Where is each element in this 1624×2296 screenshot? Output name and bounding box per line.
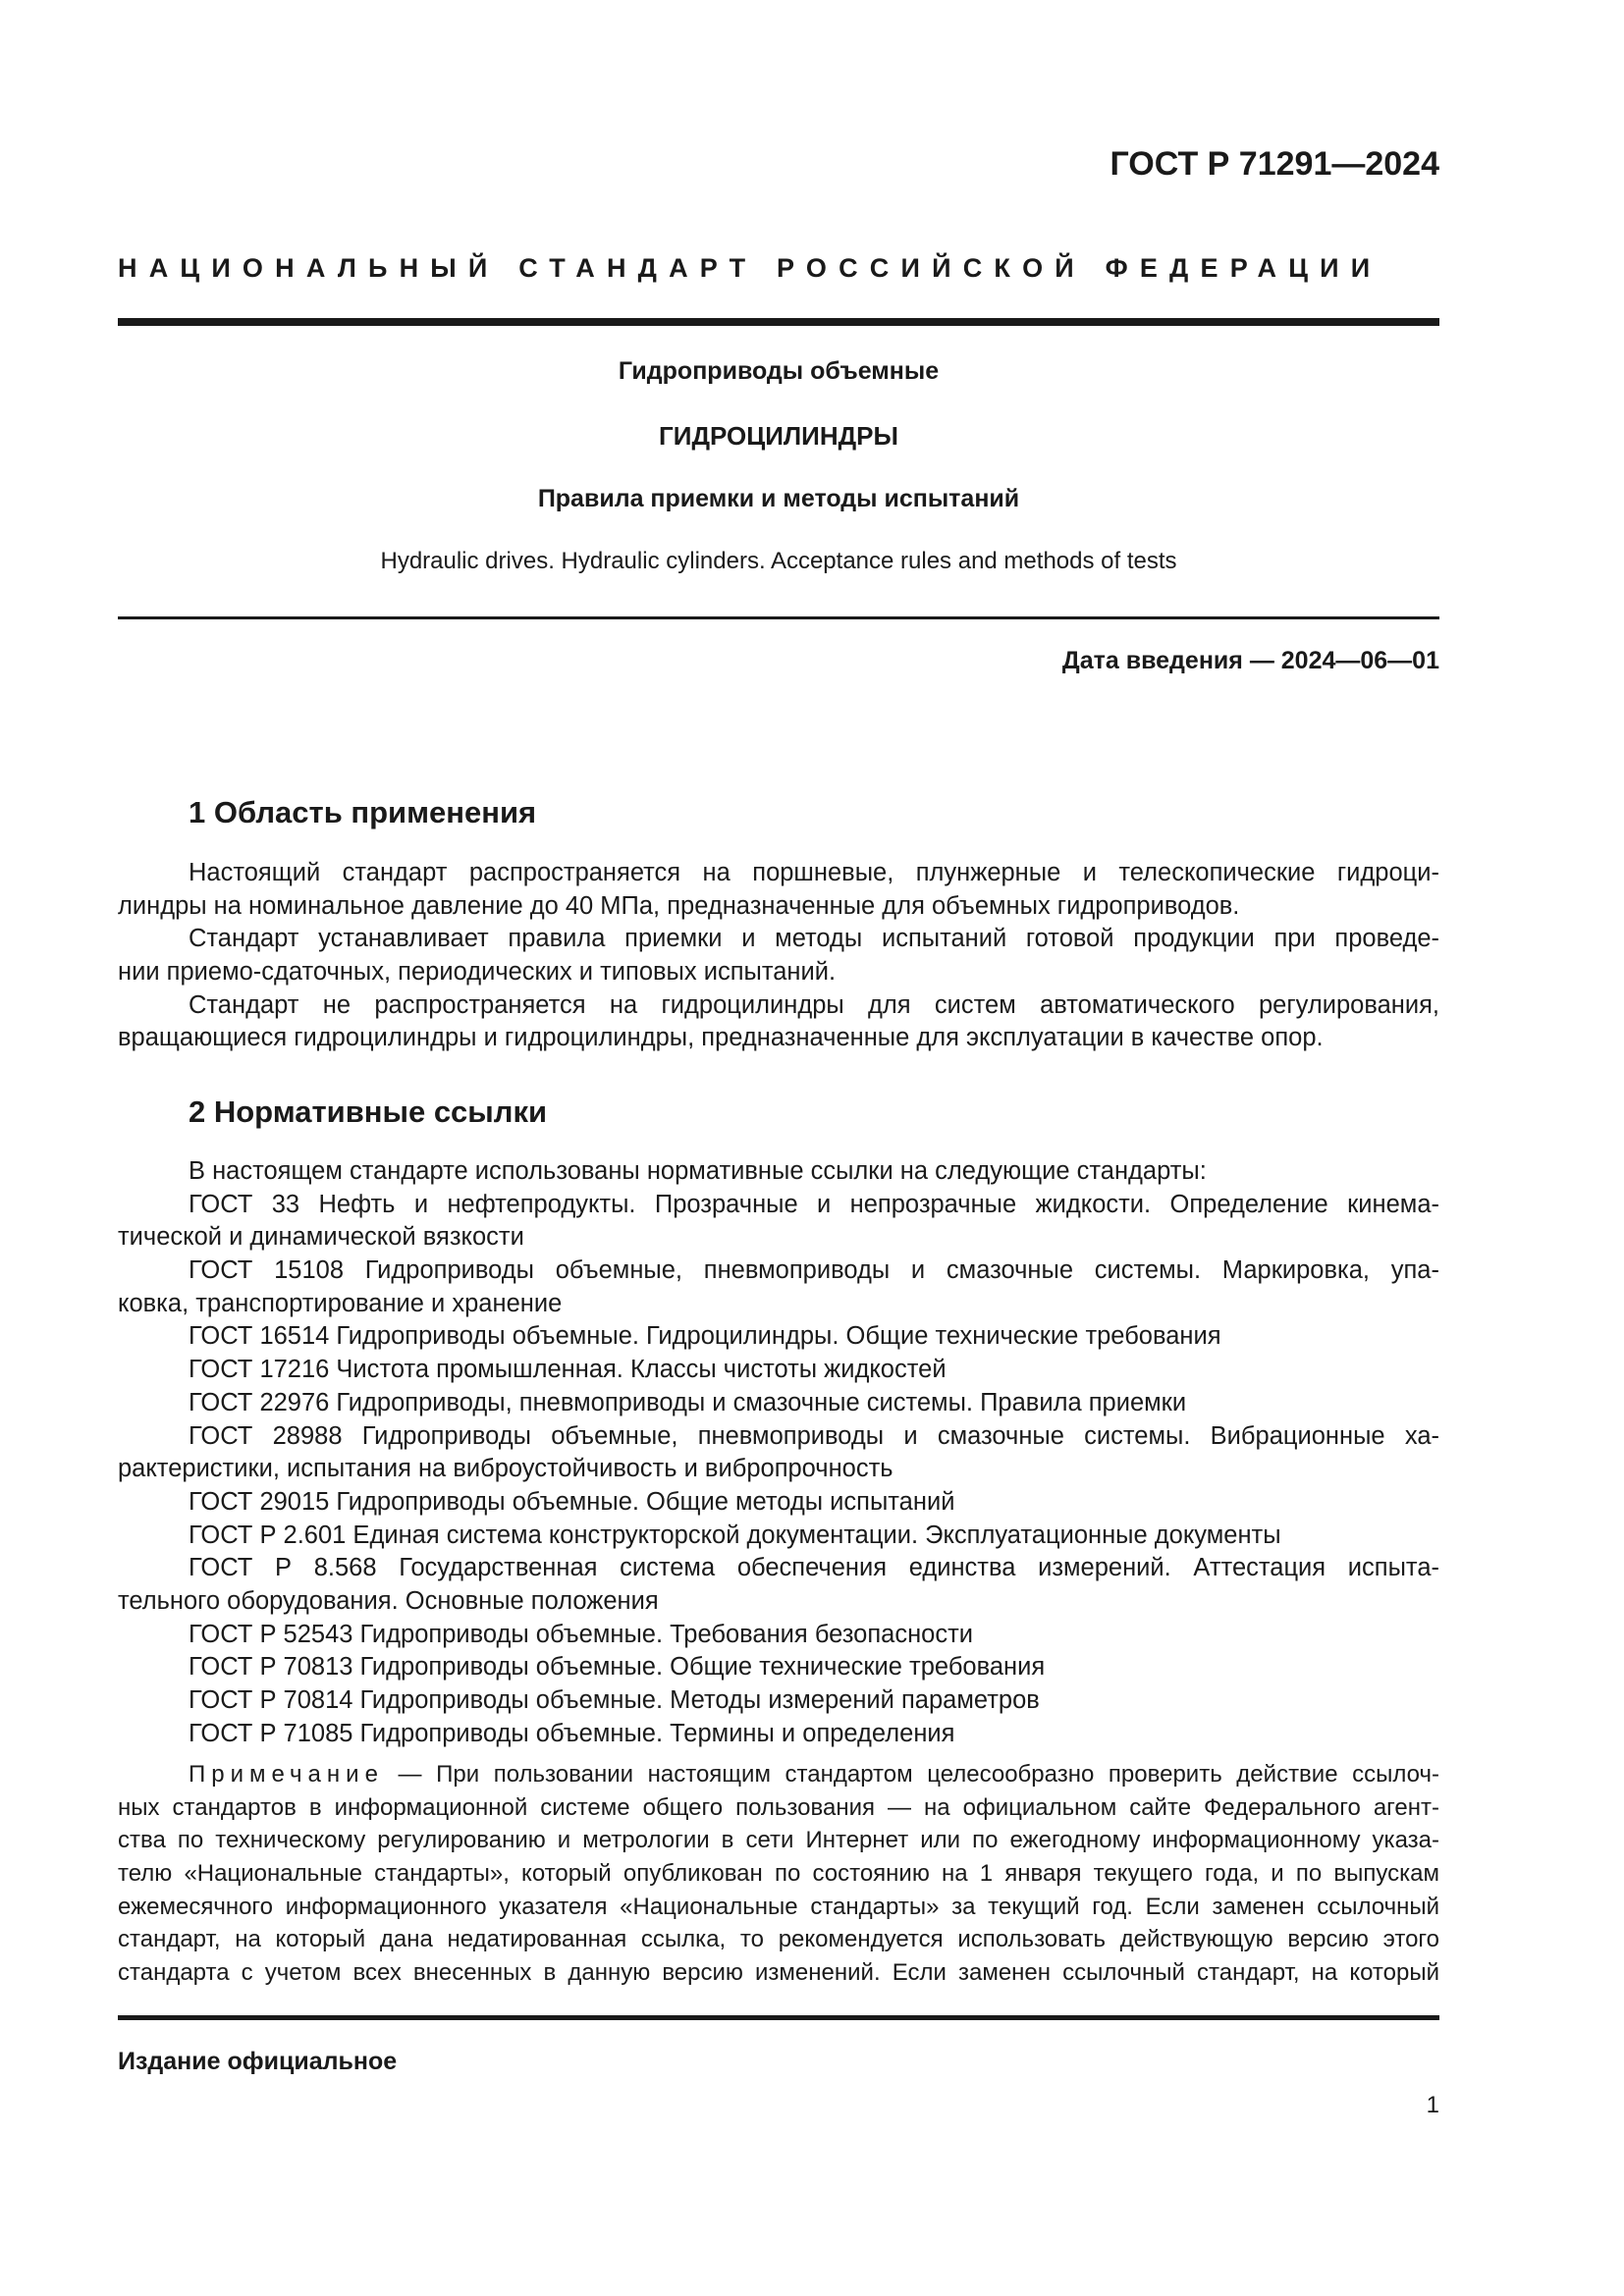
note-line: ных стандартов в информационной системе общего пользования — на официальном сайте Федерального агент- (118, 1793, 1439, 1821)
paragraph-line: Настоящий стандарт распространяется на поршневые, плунжерные и телескопические гидроци- (189, 859, 1439, 886)
note-line: ства по техническому регулированию и метрологии в сети Интернет или по ежегодному информационному указа- (118, 1827, 1439, 1854)
paragraph-line: линдры на номинальное давление до 40 МПа, предназначенные для объемных гидроприводов. (118, 891, 1240, 920)
page-number: 1 (1426, 2092, 1439, 2118)
paragraph-line: тельного оборудования. Основные положения (118, 1586, 659, 1615)
footer-divider (118, 2015, 1439, 2020)
note-line: стандарт, на который дана недатированная ссылка, то рекомендуется использовать действующую версию этого (118, 1926, 1439, 1953)
title-english: Hydraulic drives. Hydraulic cylinders. Acceptance rules and methods of tests (380, 548, 1177, 574)
note (118, 1758, 1439, 1990)
paragraph-line: рактеристики, испытания на виброустойчивость и вибропрочность (118, 1455, 893, 1483)
paragraph-line: ГОСТ Р 71085 Гидроприводы объемные. Термины и определения (189, 1719, 955, 1747)
header-divider (118, 318, 1439, 326)
paragraph-line: ГОСТ Р 2.601 Единая система конструкторской документации. Эксплуатационные документы (189, 1521, 1281, 1549)
paragraph-line: ГОСТ 17216 Чистота промышленная. Классы чистоты жидкостей (189, 1356, 947, 1384)
note-label: Примечание (189, 1761, 384, 1788)
paragraph-line: ГОСТ 15108 Гидроприводы объемные, пневмоприводы и смазочные системы. Маркировка, упа- (189, 1256, 1439, 1285)
note-line: стандарта с учетом всех внесенных в данную версию изменений. Если заменен ссылочный стандарт, на который (118, 1959, 1439, 1987)
standard-banner: НАЦИОНАЛЬНЫЙ СТАНДАРТ РОССИЙСКОЙ ФЕДЕРАЦИИ (118, 253, 1382, 283)
section-1-heading: 1 Область применения (189, 795, 537, 829)
paragraph-line: ГОСТ 22976 Гидроприводы, пневмоприводы и смазочные системы. Правила приемки (189, 1388, 1187, 1416)
section-2-body (118, 1155, 1439, 1750)
note-line: телю «Национальные стандарты», который опубликован по состоянию на 1 января текущего года, и по выпускам (118, 1860, 1439, 1888)
title-group: Гидроприводы объемные (618, 357, 940, 385)
paragraph-line: ГОСТ Р 52543 Гидроприводы объемные. Требования безопасности (189, 1620, 974, 1648)
paragraph-line: ГОСТ Р 70813 Гидроприводы объемные. Общие технические требования (189, 1653, 1046, 1682)
paragraph-line: ГОСТ 29015 Гидроприводы объемные. Общие методы испытаний (189, 1487, 955, 1516)
section-2-heading: 2 Нормативные ссылки (189, 1095, 548, 1129)
paragraph-line: ГОСТ Р 8.568 Государственная система обеспечения единства измерений. Аттестация испыта- (189, 1554, 1439, 1582)
paragraph-line: ковка, транспортирование и хранение (118, 1289, 563, 1317)
paragraph-line: вращающиеся гидроцилиндры и гидроцилиндры, предназначенные для эксплуатации в качестве опор. (118, 1024, 1324, 1052)
paragraph-line: В настоящем стандарте использованы нормативные ссылки на следующие стандарты: (189, 1157, 1207, 1185)
official-edition-label: Издание официальное (118, 2048, 398, 2075)
paragraph-line: тической и динамической вязкости (118, 1223, 524, 1252)
note-line: ежемесячного информационного указателя «Национальные стандарты» за текущий год. Если заменен ссылочный (118, 1893, 1439, 1920)
paragraph-line: ГОСТ Р 70814 Гидроприводы объемные. Методы измерений параметров (189, 1686, 1040, 1714)
note-line (118, 1758, 1439, 1791)
paragraph-line: ГОСТ 28988 Гидроприводы объемные, пневмоприводы и смазочные системы. Вибрационные ха- (189, 1421, 1439, 1450)
paragraph-line: ГОСТ 16514 Гидроприводы объемные. Гидроцилиндры. Общие технические требования (189, 1322, 1221, 1351)
section-1-body (118, 857, 1439, 1055)
effective-date: Дата введения — 2024—06—01 (1061, 647, 1439, 674)
paragraph-line: ГОСТ 33 Нефть и нефтепродукты. Прозрачные и непрозрачные жидкости. Определение кинема- (189, 1190, 1439, 1218)
title-divider (118, 616, 1439, 619)
paragraph-line: Стандарт устанавливает правила приемки и методы испытаний готовой продукции при проведе- (189, 925, 1439, 953)
paragraph-line: Стандарт не распространяется на гидроцилиндры для систем автоматического регулирования, (189, 990, 1439, 1019)
title-main: ГИДРОЦИЛИНДРЫ (659, 421, 898, 451)
title-sub: Правила приемки и методы испытаний (537, 485, 1020, 512)
note-text: — При пользовании настоящим стандартом целесообразно проверить действие ссылоч- (383, 1761, 1439, 1788)
paragraph-line: нии приемо-сдаточных, периодических и типовых испытаний. (118, 958, 837, 987)
document-code: ГОСТ Р 71291—2024 (1110, 145, 1439, 183)
